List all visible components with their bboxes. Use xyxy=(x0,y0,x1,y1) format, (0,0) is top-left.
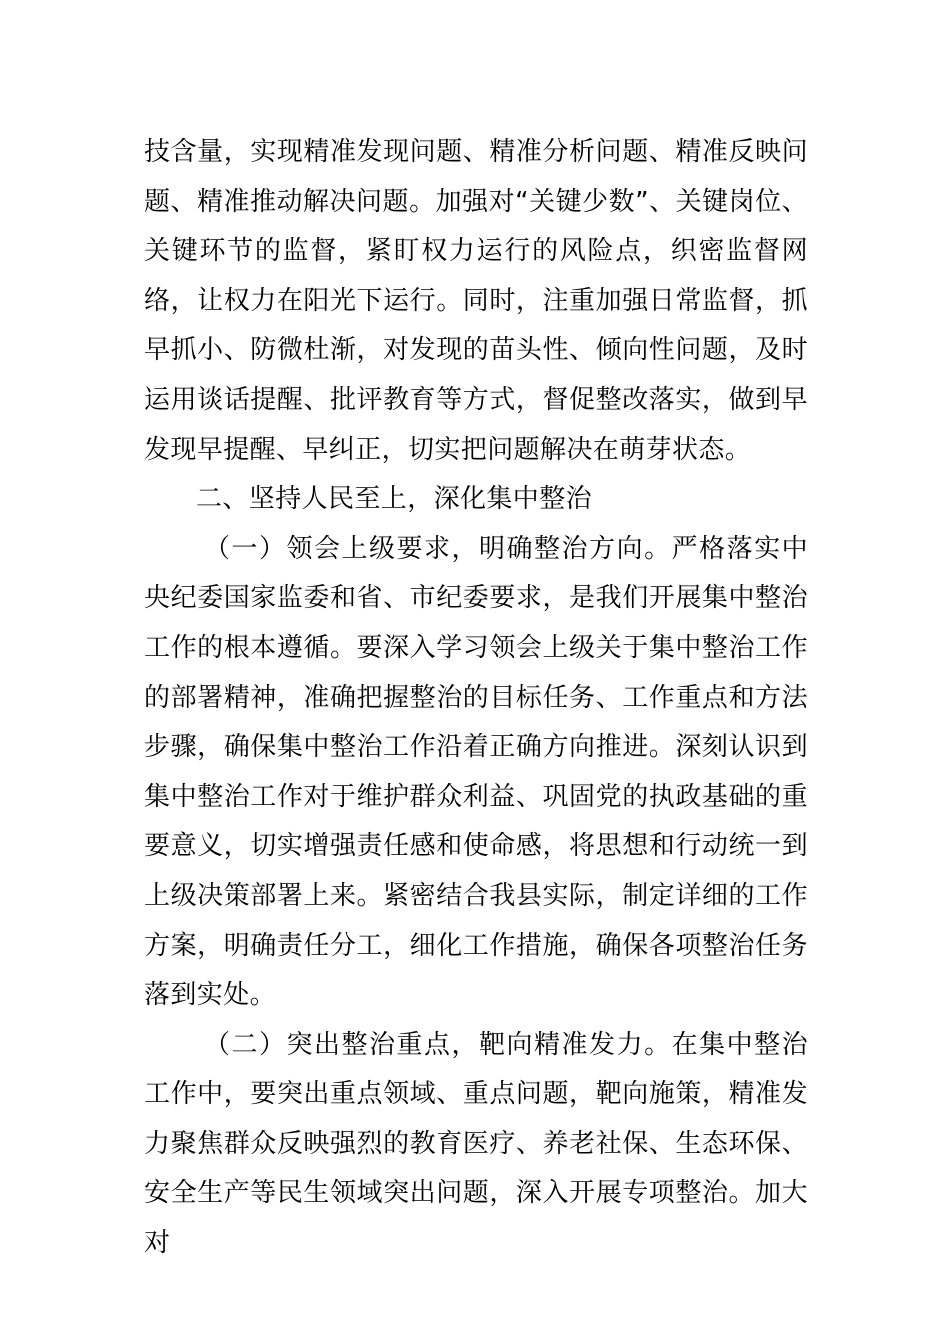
subsection-paragraph-2: （二）突出整治重点，靶向精准发力。在集中整治工作中，要突出重点领域、重点问题，靶向施策，精准发力聚焦群众反映强烈的教育医疗、养老社保、生态环保、安全生产等民生领域突出问题，深入开展专项整治。加大对 xyxy=(144,1029,808,1259)
paragraph-continuation: 技含量，实现精准发现问题、精准分析问题、精准反映问题、精准推动解决问题。加强对“关键少数”、关键岗位、关键环节的监督，紧盯权力运行的风险点，织密监督网络，让权力在阳光下运行。同时，注重加强日常监督，抓早抓小、防微杜渐，对发现的苗头性、倾向性问题，及时运用谈话提醒、批评教育等方式，督促整改落实，做到早发现早提醒、早纠正，切实把问题解决在萌芽状态。 xyxy=(144,137,808,465)
section-heading: 二、坚持人民至上，深化集中整治 xyxy=(196,484,593,515)
subsection-paragraph-1: （一）领会上级要求，明确整治方向。严格落实中央纪委国家监委和省、市纪委要求，是我们开展集中整治工作的根本遵循。要深入学习领会上级关于集中整治工作的部署精神，准确把握整治的目标任务、工作重点和方法步骤，确保集中整治工作沿着正确方向推进。深刻认识到集中整治工作对于维护群众利益、巩固党的执政基础的重要意义，切实增强责任感和使命感，将思想和行动统一到上级决策部署上来。紧密结合我县实际，制定详细的工作方案，明确责任分工，细化工作措施，确保各项整治任务落到实处。 xyxy=(144,533,808,1011)
document-body xyxy=(144,128,808,1269)
